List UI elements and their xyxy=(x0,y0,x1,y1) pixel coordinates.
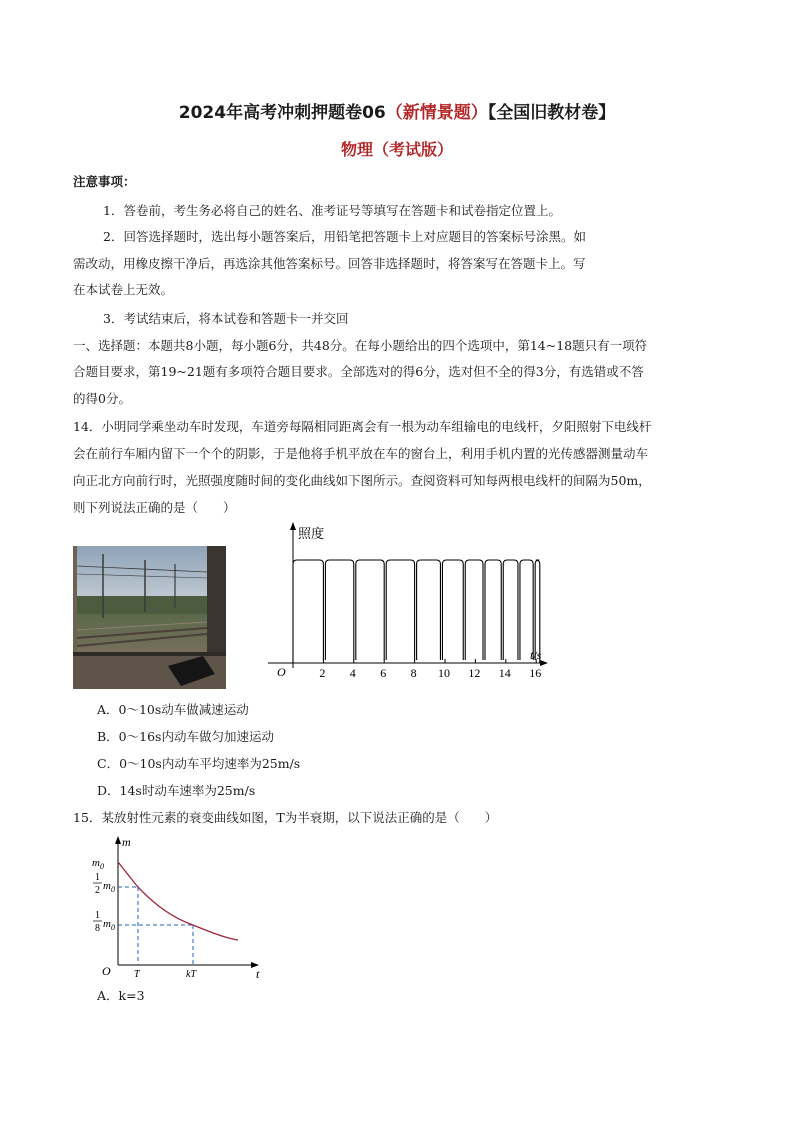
notes-heading: 注意事项： xyxy=(73,174,136,189)
title-tail: 【全国旧教材卷】 xyxy=(487,103,616,123)
note-item-2-end: 在本试卷上无效。 xyxy=(73,282,174,297)
q14-stem-1: 14．小明同学乘坐动车时发现，车道旁每隔相同距离会有一根为动车组输电的电线杆，夕阳照射下电线杆 xyxy=(73,419,652,434)
title-main: 2024年高考冲刺押题卷06 xyxy=(178,103,386,123)
section-text-2: 合题目要求，第19~21题有多项符合题目要求。全部选对的得6分，选对但不全的得3分，有选错或不答 xyxy=(73,364,644,379)
x-tick-kT: kT xyxy=(186,969,196,980)
q14-option-d[interactable]: D．14s时动车速率为25m/s xyxy=(97,783,256,798)
q14-option-c[interactable]: C．0～10s内动车平均速率为25m/s xyxy=(97,756,301,771)
x-tick-label: 2 xyxy=(319,666,326,680)
x-tick-label: 12 xyxy=(468,666,481,680)
q14-option-b[interactable]: B．0～16s内动车做匀加速运动 xyxy=(97,729,274,744)
decay-curve xyxy=(118,862,238,940)
x-tick-label: 6 xyxy=(380,666,387,680)
x-tick-label: 8 xyxy=(410,666,417,680)
eighth-num: 1 xyxy=(95,910,100,921)
q14-stem-4: 则下列说法正确的是（ ） xyxy=(73,500,236,515)
decay-curve-chart xyxy=(90,832,270,982)
q14-stem-3: 向正北方向前行时，光照强度随时间的变化曲线如下图所示。查阅资料可知每两根电线杆的间隔为50m， xyxy=(73,473,651,488)
exam-subtitle: 物理（考试版） xyxy=(340,140,453,159)
note-item-2-cont: 需改动，用橡皮擦干净后，再选涂其他答案标号。回答非选择题时，将答案写在答题卡上。写 xyxy=(73,256,586,271)
y-axis-arrow xyxy=(290,522,296,530)
half-m0: $m_0$ xyxy=(103,880,115,894)
x-tick-label: 14 xyxy=(498,666,511,680)
origin-label: O xyxy=(277,665,286,679)
note-item-2: 2．回答选择题时，选出每小题答案后，用铅笔把答题卡上对应题目的答案标号涂黑。如 xyxy=(103,229,586,244)
eighth-den: 8 xyxy=(95,923,100,934)
y-axis-label: 照度 xyxy=(298,527,325,542)
q15-option-a[interactable]: A．k=3 xyxy=(97,988,145,1003)
x-axis-label: t xyxy=(256,967,260,981)
y-axis-arrow xyxy=(115,836,121,844)
note-item-1: 1．答卷前，考生务必将自己的姓名、准考证号等填写在答题卡和试卷指定位置上。 xyxy=(103,203,561,218)
eighth-m0: $m_0$ xyxy=(103,918,115,932)
section-text-3: 的得0分。 xyxy=(73,391,131,406)
q14-option-a[interactable]: A．0～10s动车做减速运动 xyxy=(97,702,249,717)
x-tick-T: T xyxy=(134,969,140,980)
title-tag: （新情景题） xyxy=(385,103,488,123)
x-axis-label: t/s xyxy=(530,648,542,662)
origin-label: O xyxy=(102,964,111,978)
note-item-3: 3．考试结束后，将本试卷和答题卡一并交回 xyxy=(103,311,349,326)
train-window-photo xyxy=(73,546,226,689)
q15-stem: 15．某放射性元素的衰变曲线如图，T为半衰期，以下说法正确的是（ ） xyxy=(73,810,498,825)
x-tick-label: 4 xyxy=(349,666,356,680)
section-heading: 一、选择题：本题共8小题，每小题6分，共48分。在每小题给出的四个选项中，第14~18题只有一项符 xyxy=(73,338,648,353)
y-axis-label: m xyxy=(122,835,131,849)
x-tick-label: 10 xyxy=(438,666,450,680)
half-den: 2 xyxy=(95,885,100,896)
light-intensity-chart xyxy=(262,518,552,690)
x-tick-label: 16 xyxy=(529,666,542,680)
q14-stem-2: 会在前行车厢内留下一个个的阴影，于是他将手机平放在车的窗台上，利用手机内置的光传感器测量动车 xyxy=(73,446,649,461)
x-ticks xyxy=(319,659,541,680)
light-curve xyxy=(293,560,540,663)
exam-title xyxy=(0,98,794,123)
m0-label: $m_0$ xyxy=(92,857,104,871)
half-num: 1 xyxy=(95,872,100,883)
